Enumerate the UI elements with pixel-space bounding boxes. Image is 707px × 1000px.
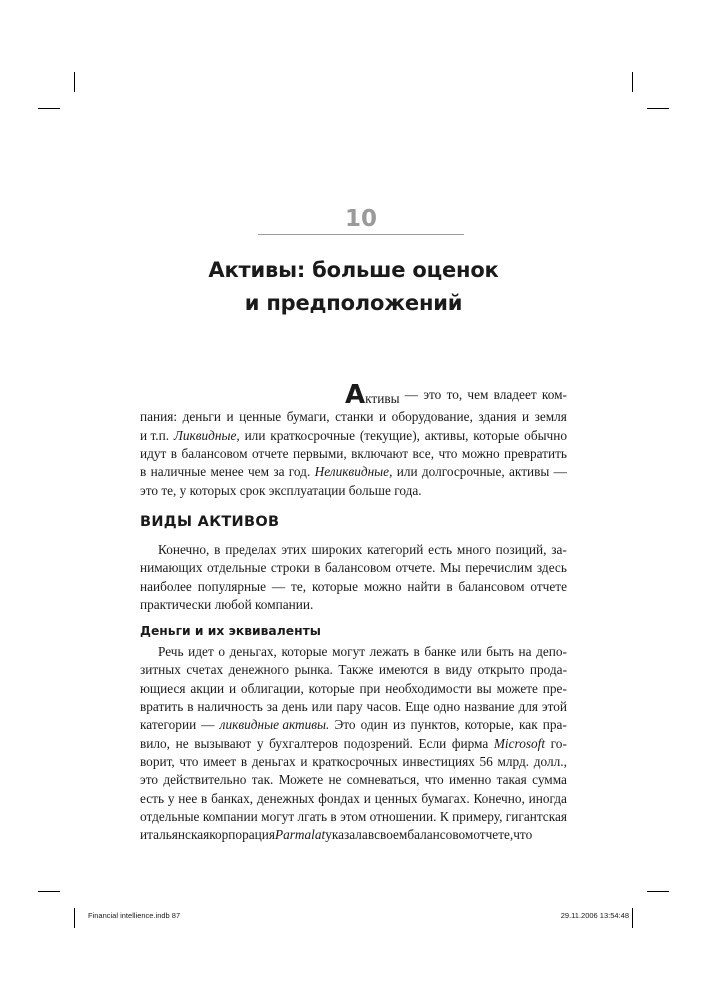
word: включают	[351, 446, 409, 462]
word: первыми,	[292, 446, 347, 462]
word: пунктов,	[410, 717, 460, 733]
word: владеет	[493, 387, 537, 402]
word: для	[518, 699, 538, 715]
text-line	[140, 716, 567, 734]
text-line	[140, 808, 567, 826]
word: Мы	[439, 560, 461, 576]
word: и	[300, 754, 308, 770]
word: деньгах	[251, 754, 296, 770]
word: и	[363, 790, 371, 806]
chapter-rule	[258, 234, 464, 235]
word: ворит,	[140, 754, 175, 770]
word: популярные	[197, 578, 266, 594]
word: обычно	[524, 427, 567, 443]
crop-mark	[647, 108, 669, 109]
word: этих	[281, 542, 307, 557]
word: такая	[496, 772, 527, 788]
word: или	[396, 464, 418, 480]
text-line	[140, 771, 567, 789]
word: сумма	[532, 772, 567, 788]
word: могут	[261, 809, 295, 825]
word: наиболее	[140, 578, 192, 594]
word: и	[228, 680, 237, 696]
word: превратить	[504, 446, 567, 462]
word: Parmalat	[274, 827, 326, 843]
word: рынка.	[294, 662, 333, 678]
word: это	[423, 387, 442, 402]
word: в	[240, 754, 248, 770]
word: это те, у которых срок эксплуатации больше года.	[140, 482, 422, 498]
word: широких	[311, 542, 363, 557]
text-line	[140, 753, 567, 771]
word: в	[446, 578, 453, 594]
word: в	[433, 662, 440, 678]
word: облигации,	[240, 680, 304, 696]
word: —	[404, 387, 419, 402]
word: ценные	[239, 409, 282, 425]
crop-mark	[647, 891, 669, 892]
word: здания	[478, 409, 517, 425]
word: из	[392, 717, 406, 733]
word: или	[311, 699, 333, 715]
footer-left: Financial intellience.indb 87	[88, 911, 181, 920]
word: инвестициях	[402, 754, 475, 770]
word: балансовом	[458, 578, 525, 594]
word: бумаги,	[286, 409, 330, 425]
word: категорий	[367, 542, 424, 557]
text-line	[140, 680, 567, 698]
word: гигантская	[505, 809, 567, 825]
word: отношении.	[369, 809, 437, 825]
text-line	[140, 559, 567, 577]
word: отчете	[251, 446, 289, 462]
word: и	[379, 409, 387, 425]
word: лежать	[369, 644, 409, 659]
word: лгать	[297, 809, 328, 825]
word: в	[413, 644, 420, 659]
word: Microsoft	[493, 735, 546, 751]
word: наличные	[150, 464, 207, 480]
word: земля	[534, 409, 567, 425]
word: бухгалтеров	[269, 735, 339, 751]
word: депо-	[536, 644, 567, 659]
word: что	[513, 827, 533, 843]
word: чем	[248, 464, 270, 480]
word: можно	[461, 446, 500, 462]
word: отчете.	[395, 560, 436, 576]
word: быть	[486, 644, 514, 659]
word: виду	[445, 662, 473, 678]
word: балансовом	[407, 827, 474, 843]
word: пределах	[225, 542, 277, 557]
text-line	[140, 408, 567, 426]
text-line	[140, 643, 567, 661]
text-line	[140, 826, 567, 844]
word: которые	[281, 644, 328, 659]
word: чем	[467, 387, 489, 402]
word: акции	[190, 680, 225, 696]
word: (текущие),	[359, 427, 420, 443]
word: идут	[140, 446, 167, 462]
word: итальянская	[140, 827, 210, 843]
word: день	[281, 699, 308, 715]
word: за	[266, 699, 278, 715]
word: вратить	[140, 699, 184, 715]
word: наличность	[197, 699, 263, 715]
word: К	[439, 809, 449, 825]
word: в	[187, 699, 194, 715]
word: и	[226, 409, 234, 425]
word: и	[521, 409, 530, 425]
word: своем	[374, 827, 408, 843]
word: те,	[291, 578, 307, 594]
word: млрд.	[497, 754, 530, 770]
word: которые	[473, 427, 520, 443]
word: компании	[202, 809, 258, 825]
word: ликвидные активы.	[219, 717, 330, 733]
word: го-	[550, 735, 567, 751]
word: фирма	[451, 735, 489, 751]
word: можете	[496, 680, 538, 696]
crop-mark	[632, 72, 633, 92]
word: есть	[140, 790, 165, 806]
word: что	[424, 772, 444, 788]
word: Если	[418, 735, 447, 751]
word: можно	[363, 578, 402, 594]
crop-mark	[74, 908, 75, 928]
text-line	[140, 596, 567, 614]
word: нимающих	[140, 560, 203, 576]
word: вило,	[140, 735, 171, 751]
crop-mark	[74, 72, 75, 92]
word: есть	[428, 542, 453, 557]
word: долгосрочные,	[421, 464, 505, 480]
word: название	[464, 699, 515, 715]
word: —	[201, 717, 215, 733]
word: оборудование,	[391, 409, 473, 425]
footer-right: 29.11.2006 13:54:48	[560, 911, 629, 920]
word: краткосрочных	[312, 754, 398, 770]
word: вызывают	[194, 735, 252, 751]
word: этом	[340, 809, 367, 825]
word: банках,	[211, 790, 254, 806]
word: ющиеся	[140, 680, 186, 696]
word: Конечно,	[158, 542, 210, 557]
word: иногда	[528, 790, 567, 806]
word: много	[456, 542, 491, 557]
word: не	[175, 735, 189, 751]
crop-mark	[38, 108, 60, 109]
text-line	[140, 380, 567, 410]
text-line	[140, 735, 567, 753]
word: перечислим	[465, 560, 533, 576]
word: зитных	[140, 662, 181, 678]
word: у	[256, 735, 264, 751]
word: краткосрочные	[270, 427, 356, 443]
word: нее	[178, 790, 198, 806]
word: пре-	[542, 680, 567, 696]
word: или	[460, 644, 482, 659]
word: которые,	[464, 717, 514, 733]
word: найти	[407, 578, 441, 594]
word: примеру,	[452, 809, 503, 825]
word: вы	[476, 680, 492, 696]
word: менее	[210, 464, 244, 480]
word: отчете,	[473, 827, 514, 843]
word: активы,	[424, 427, 469, 443]
crop-mark	[38, 891, 60, 892]
word: в	[330, 809, 337, 825]
word: необходимости	[385, 680, 472, 696]
drop-cap: А	[345, 380, 366, 410]
word: что	[438, 446, 458, 462]
word: категории	[140, 717, 197, 733]
text-line	[140, 445, 567, 463]
word: деньгах,	[229, 644, 277, 659]
word: подозрений.	[343, 735, 413, 751]
word: пра-	[542, 717, 567, 733]
word: Конечно,	[473, 790, 525, 806]
word: практически любой компании.	[140, 597, 314, 613]
word: строки	[270, 560, 310, 576]
word: за	[273, 464, 285, 480]
word: так.	[251, 772, 274, 788]
word: и т.п.	[140, 427, 170, 443]
word: которые	[311, 578, 358, 594]
word: активы	[509, 464, 550, 480]
word: позиций,	[495, 542, 547, 557]
text-line	[140, 661, 567, 679]
word: имеет	[203, 754, 237, 770]
word: денежного	[228, 662, 290, 678]
word: фондах	[318, 790, 360, 806]
word: в	[140, 464, 147, 480]
word: сомневаться,	[346, 772, 420, 788]
word: все,	[412, 446, 435, 462]
word: указала	[325, 827, 368, 843]
word: долл.,	[533, 754, 567, 770]
section-heading: ВИДЫ АКТИВОВ	[140, 514, 280, 530]
word: денежных	[256, 790, 315, 806]
word: балансовом	[181, 446, 248, 462]
word: год.	[288, 464, 311, 480]
chapter-title-line: Активы: больше оценок	[208, 258, 499, 282]
word: прода-	[529, 662, 567, 678]
section-paragraph	[140, 541, 567, 614]
word: или	[244, 427, 266, 443]
word: этой	[541, 699, 567, 715]
word: ценных	[374, 790, 418, 806]
text-line	[140, 463, 567, 481]
word: именно	[449, 772, 492, 788]
word: пания:	[140, 409, 178, 425]
word: Также	[338, 662, 374, 678]
chapter-number: 10	[344, 206, 377, 232]
subsection-paragraph	[140, 643, 567, 845]
word: —	[553, 464, 567, 480]
word: Речь	[158, 644, 184, 659]
word: идет	[188, 644, 214, 659]
intro-paragraph	[140, 380, 567, 500]
text-line	[140, 482, 567, 500]
word: что	[179, 754, 199, 770]
word: деньги	[182, 409, 221, 425]
word: здесь	[536, 560, 567, 576]
word: ком-	[541, 387, 567, 402]
word: не	[328, 772, 342, 788]
word: в	[214, 542, 221, 557]
word: Активы	[345, 380, 400, 410]
word: Можете	[278, 772, 324, 788]
word: пару	[336, 699, 363, 715]
word: имеются	[378, 662, 429, 678]
word: о	[218, 644, 226, 659]
word: корпорация	[209, 827, 275, 843]
word: в	[314, 560, 321, 576]
word: 56	[479, 754, 493, 770]
chapter-title	[140, 254, 567, 320]
word: Ликвидные,	[173, 427, 240, 443]
word: действительно	[163, 772, 247, 788]
word: счетах	[186, 662, 224, 678]
text-line	[140, 427, 567, 445]
chapter-title-line: и предположений	[244, 291, 463, 315]
word: в	[170, 446, 178, 462]
subsection-heading: Деньги и их эквиваленты	[140, 624, 321, 638]
text-line	[140, 698, 567, 716]
word: отдельные	[140, 809, 200, 825]
word: как	[519, 717, 538, 733]
word: в	[201, 790, 208, 806]
word: могут	[332, 644, 366, 659]
word: это	[140, 772, 158, 788]
word: Еще	[405, 699, 430, 715]
word: при	[359, 680, 381, 696]
word: которые	[308, 680, 355, 696]
word: станки	[335, 409, 374, 425]
word: открыто	[477, 662, 525, 678]
text-line	[140, 541, 567, 559]
word: Это	[334, 717, 356, 733]
word: бумагах.	[421, 790, 470, 806]
word: часов.	[366, 699, 402, 715]
word: на	[518, 644, 532, 659]
word: у	[167, 790, 175, 806]
crop-mark	[632, 908, 633, 928]
text-line	[140, 790, 567, 808]
word: Неликвидные,	[314, 464, 393, 480]
word: один	[360, 717, 388, 733]
word: отдельные	[206, 560, 267, 576]
word: за-	[551, 542, 567, 557]
text-line	[140, 578, 567, 596]
word: одно	[433, 699, 461, 715]
word: отчете	[530, 578, 567, 594]
word: то,	[446, 387, 463, 402]
word: балансовом	[325, 560, 391, 576]
word: —	[271, 578, 286, 594]
word: банке	[424, 644, 457, 659]
word: в	[367, 827, 375, 843]
